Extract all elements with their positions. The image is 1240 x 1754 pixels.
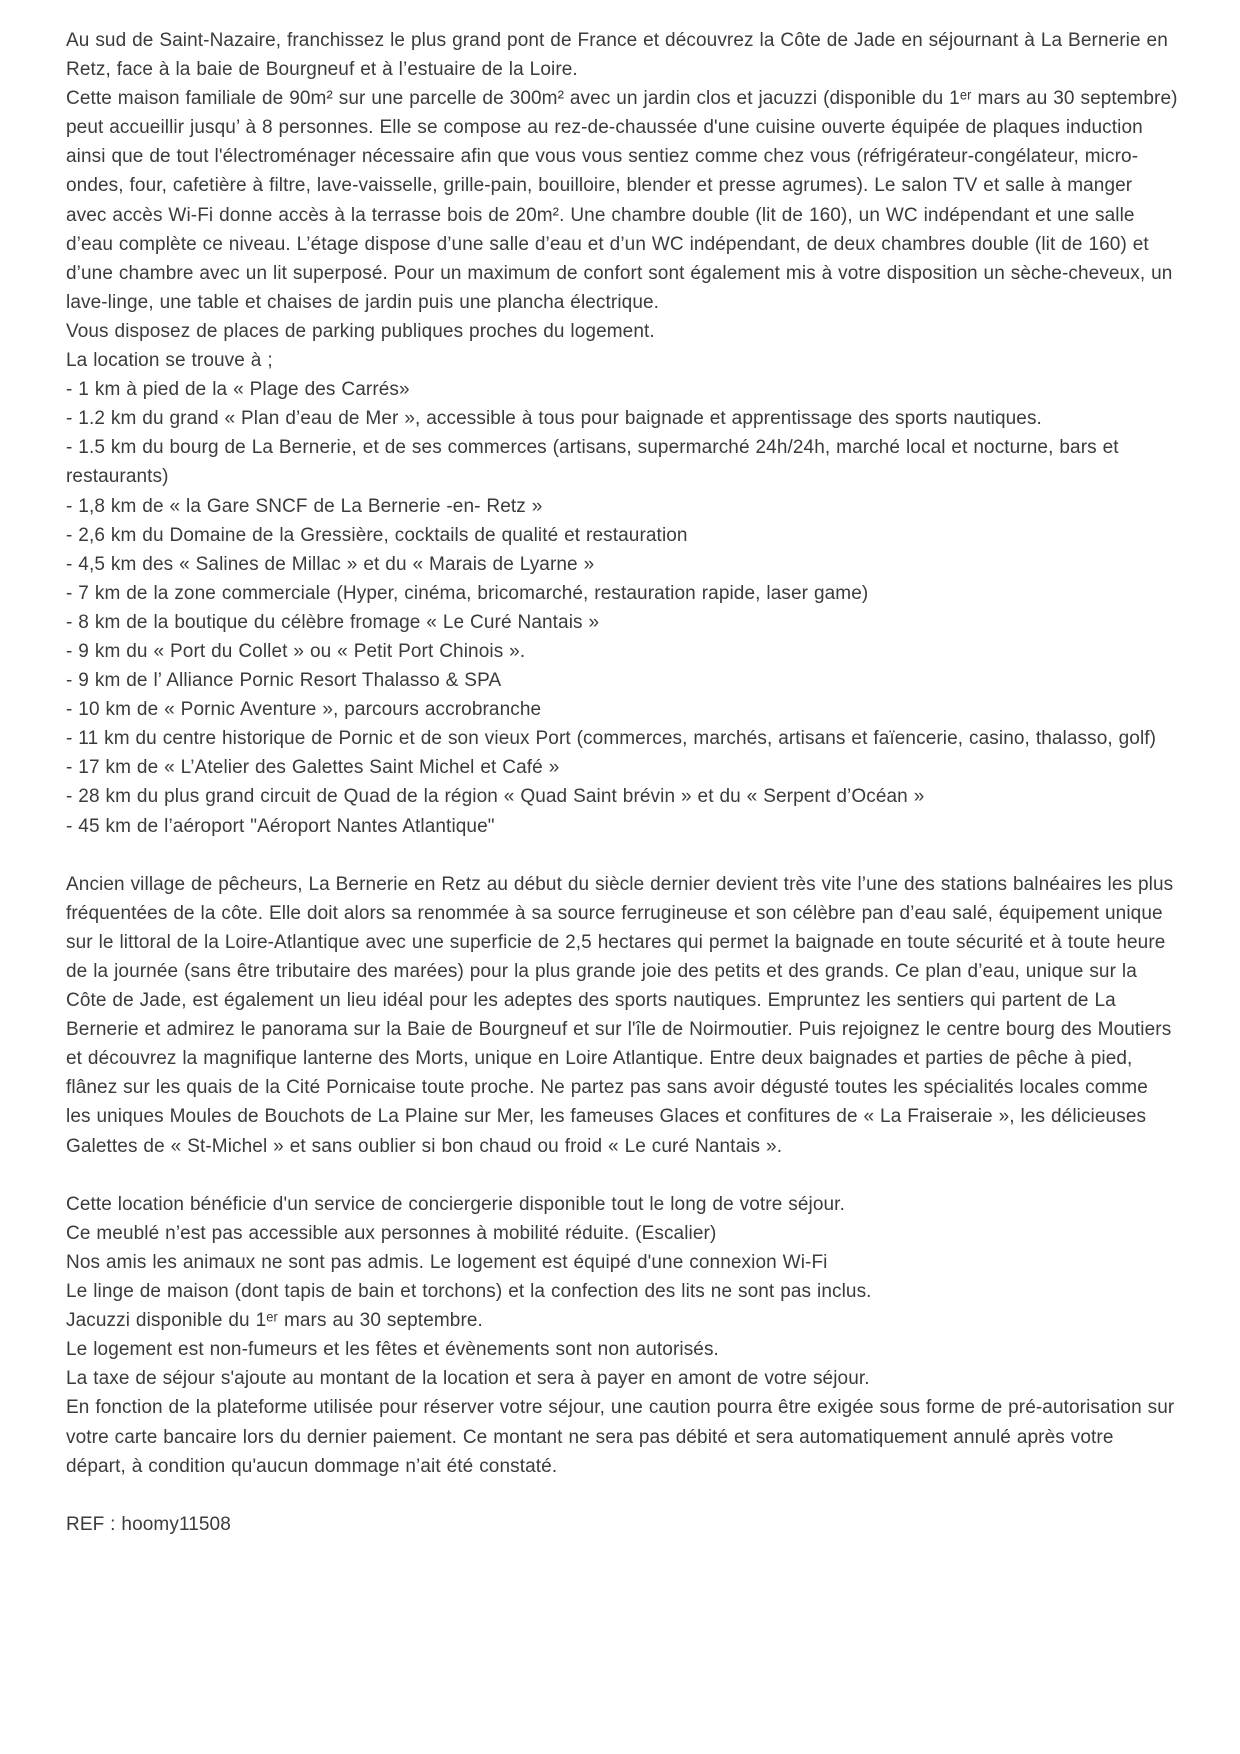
document-body bbox=[66, 26, 1178, 1539]
list-item: - 1 km à pied de la « Plage des Carrés» bbox=[66, 379, 410, 401]
list-item: - 45 km de l’aéroport "Aéroport Nantes Atlantique" bbox=[66, 815, 495, 837]
list-item: - 1,8 km de « la Gare SNCF de La Bernerie -en- Retz » bbox=[66, 495, 543, 517]
paragraph: La location se trouve à ; bbox=[66, 350, 273, 372]
description-section bbox=[66, 26, 1178, 841]
paragraph: Cette maison familiale de 90m² sur une parcelle de 300m² avec un jardin clos et jacuzzi (disponible du 1ᵉʳ mars au 30 septembre) peut accueillir jusqu’ à 8 personnes. Elle se compose au rez-de-chaussée d'une cuisine ouverte équipée de plaques induction ainsi que de tout l'électroménager nécessaire afin que vous vous sentiez comme chez vous (réfrigérateur-congélateur, micro-ondes, four, cafetière à filtre, lave-vaisselle, grille-pain, bouilloire, blender et presse agrumes). Le salon TV et salle à manger avec accès Wi-Fi donne accès à la terrasse bois de 20m². Une chambre double (lit de 160), un WC indépendant et une salle d’eau complète ce niveau. L’étage dispose d’une salle d’eau et d’un WC indépendant, de deux chambres double (lit de 160) et d’une chambre avec un lit superposé. Pour un maximum de confort sont également mis à votre disposition un sèche-cheveux, un lave-linge, une table et chaises de jardin puis une plancha électrique. bbox=[66, 88, 1178, 313]
paragraph: Vous disposez de places de parking publiques proches du logement. bbox=[66, 320, 655, 342]
paragraph: Au sud de Saint-Nazaire, franchissez le plus grand pont de France et découvrez la Côte de Jade en séjournant à La Bernerie en Retz, face à la baie de Bourgneuf et à l’estuaire de la Loire. bbox=[66, 30, 1168, 81]
list-item: - 10 km de « Pornic Aventure », parcours accrobranche bbox=[66, 699, 542, 721]
list-item: - 1.2 km du grand « Plan d’eau de Mer », accessible à tous pour baignade et apprentissage des sports nautiques. bbox=[66, 408, 1042, 430]
paragraph: Jacuzzi disponible du 1ᵉʳ mars au 30 septembre. bbox=[66, 1310, 483, 1332]
paragraph: En fonction de la plateforme utilisée pour réserver votre séjour, une caution pourra être exigée sous forme de pré-autorisation sur votre carte bancaire lors du dernier paiement. Ce montant ne sera pas débité et sera automatiquement annulé après votre départ, à condition qu'aucun dommage n’ait été constaté. bbox=[66, 1397, 1175, 1477]
paragraph: Cette location bénéficie d'un service de conciergerie disponible tout le long de votre séjour. bbox=[66, 1193, 845, 1215]
paragraph: Le linge de maison (dont tapis de bain et torchons) et la confection des lits ne sont pas inclus. bbox=[66, 1281, 872, 1303]
list-item: - 9 km du « Port du Collet » ou « Petit Port Chinois ». bbox=[66, 640, 526, 662]
list-item: - 28 km du plus grand circuit de Quad de la région « Quad Saint brévin » et du « Serpent d’Océan » bbox=[66, 786, 925, 808]
list-item: - 9 km de l’ Alliance Pornic Resort Thalasso & SPA bbox=[66, 670, 502, 692]
list-item: - 4,5 km des « Salines de Millac » et du « Marais de Lyarne » bbox=[66, 553, 595, 575]
list-item: - 1.5 km du bourg de La Bernerie, et de ses commerces (artisans, supermarché 24h/24h, marché local et nocturne, bars et restaurants) bbox=[66, 437, 1119, 488]
paragraph: Le logement est non-fumeurs et les fêtes et évènements sont non autorisés. bbox=[66, 1339, 719, 1361]
paragraph: La taxe de séjour s'ajoute au montant de la location et sera à payer en amont de votre séjour. bbox=[66, 1368, 870, 1390]
list-item: - 2,6 km du Domaine de la Gressière, cocktails de qualité et restauration bbox=[66, 524, 688, 546]
list-item: - 11 km du centre historique de Pornic et de son vieux Port (commerces, marchés, artisans et faïencerie, casino, thalasso, golf) bbox=[66, 728, 1157, 750]
paragraph: Nos amis les animaux ne sont pas admis. Le logement est équipé d'une connexion Wi-Fi bbox=[66, 1251, 828, 1273]
paragraph: Ce meublé n’est pas accessible aux personnes à mobilité réduite. (Escalier) bbox=[66, 1222, 717, 1244]
list-item: - 8 km de la boutique du célèbre fromage « Le Curé Nantais » bbox=[66, 611, 600, 633]
history-section bbox=[66, 870, 1178, 1161]
reference-text: REF : hoomy11508 bbox=[66, 1513, 231, 1535]
list-item: - 7 km de la zone commerciale (Hyper, cinéma, bricomarché, restauration rapide, laser game) bbox=[66, 582, 869, 604]
conditions-section bbox=[66, 1190, 1178, 1481]
list-item: - 17 km de « L’Atelier des Galettes Saint Michel et Café » bbox=[66, 757, 560, 779]
paragraph: Ancien village de pêcheurs, La Bernerie en Retz au début du siècle dernier devient très vite l’une des stations balnéaires les plus fréquentées de la côte. Elle doit alors sa renommée à sa source ferrugineuse et son célèbre pan d’eau salé, équipement unique sur le littoral de la Loire-Atlantique avec une superficie de 2,5 hectares qui permet la baignade en toute sécurité et à toute heure de la journée (sans être tributaire des marées) pour la plus grande joie des petits et des grands. Ce plan d’eau, unique sur la Côte de Jade, est également un lieu idéal pour les adeptes des sports nautiques. Empruntez les sentiers qui partent de La Bernerie et admirez le panorama sur la Baie de Bourgneuf et sur l'île de Noirmoutier. Puis rejoignez le centre bourg des Moutiers et découvrez la magnifique lanterne des Morts, unique en Loire Atlantique. Entre deux baignades et parties de pêche à pied, flânez sur les quais de la Cité Pornicaise toute proche. Ne partez pas sans avoir dégusté toutes les spécialités locales comme les uniques Moules de Bouchots de La Plaine sur Mer, les fameuses Glaces et confitures de « La Fraiseraie », les délicieuses Galettes de « St-Michel » et sans oublier si bon chaud ou froid « Le curé Nantais ». bbox=[66, 873, 1174, 1157]
reference-section bbox=[66, 1510, 1178, 1539]
